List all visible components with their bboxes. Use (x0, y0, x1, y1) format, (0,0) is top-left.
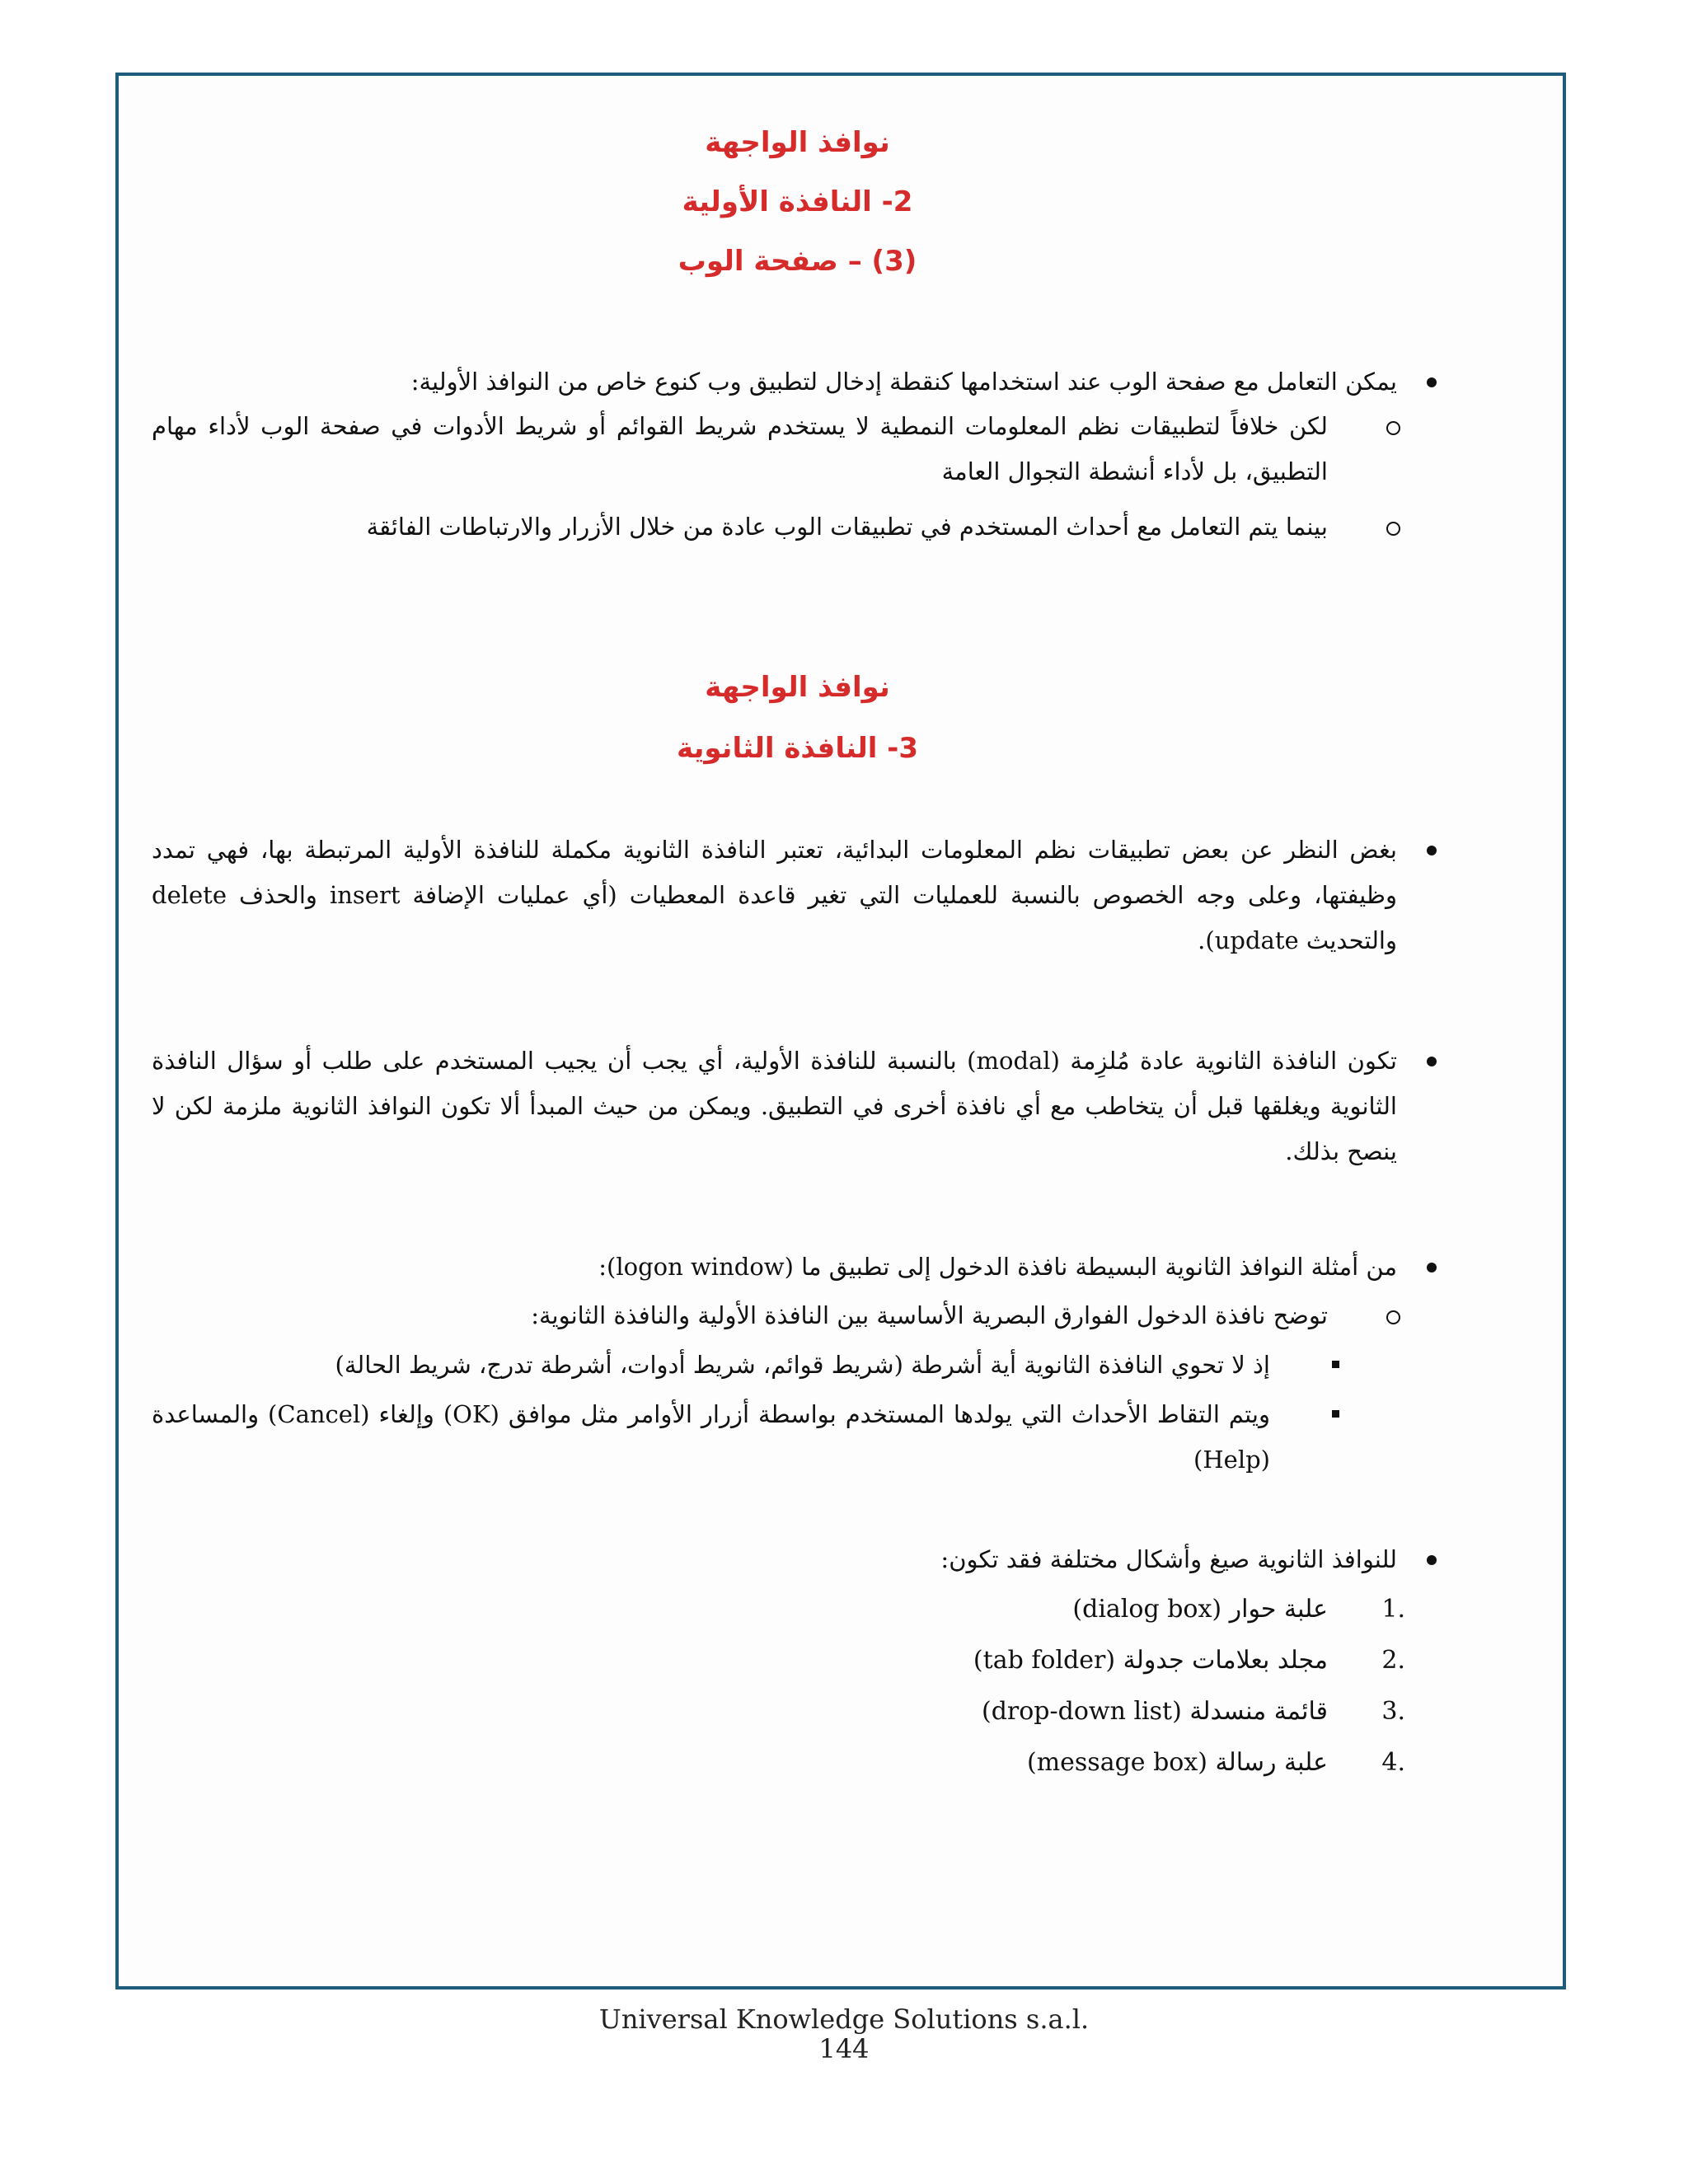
sub-item (152, 504, 1443, 550)
item-number: 3. (1381, 1697, 1405, 1726)
circle-bullet-icon (1386, 421, 1400, 435)
bullet-text: للنوافذ الثانوية صيغ وأشكال مختلفة فقد تكون: (940, 1545, 1397, 1573)
bullet-icon (1427, 1057, 1437, 1066)
bullet-item (152, 359, 1443, 405)
square-bullet-icon (1332, 1361, 1339, 1368)
circle-bullet-icon (1386, 1310, 1400, 1324)
bullet-icon (1427, 377, 1437, 387)
footer-company: Universal Knowledge Solutions s.a.l. (598, 2004, 1090, 2035)
bullet-icon (1427, 1263, 1437, 1272)
numbered-item (152, 1737, 1443, 1788)
sub-item (152, 404, 1443, 494)
heading-line: نوافذ الواجهة (705, 671, 890, 704)
item-number: 4. (1381, 1748, 1405, 1777)
sub-item-text: بينما يتم التعامل مع أحداث المستخدم في تطبيقات الوب عادة من خلال الأزرار والارتباطات الفائقة (366, 513, 1328, 541)
bullet-icon (1427, 1555, 1437, 1565)
heading-line: نوافذ الواجهة (705, 126, 890, 159)
heading-line: 3- النافذة الثانوية (676, 732, 919, 765)
bullet-item (152, 1537, 1443, 1582)
numbered-list (152, 1584, 1443, 1788)
numbered-item (152, 1635, 1443, 1686)
heading-line: 2- النافذة الأولية (682, 185, 913, 218)
bullet-text: تكون النافذة الثانوية عادة مُلزِمة (modal) بالنسبة للنافذة الأولية، أي يجب أن يجيب المستخدم على طلب أو سؤال النافذة الثانوية ويغلقها قبل أن يتخاطب مع أي نافذة أخرى في التطبيق. ويمكن من حيث المبدأ ألا تكون النوافذ الثانوية ملزمة لكن لا ينصح بذلك. (152, 1047, 1397, 1165)
bullet-text: بغض النظر عن بعض تطبيقات نظم المعلومات البدائية، تعتبر النافذة الثانوية مكملة للنافذة الأولية المرتبطة بها، فهي تمدد وظيفتها، وعلى وجه الخصوص بالنسبة للعمليات التي تغير قاعدة المعطيات (أي عمليات الإضافة insert والحذف delete والتحديث update). (152, 836, 1397, 954)
page-number: 144 (818, 2033, 870, 2064)
section2-heading (152, 671, 1443, 765)
numbered-item (152, 1686, 1443, 1737)
page-frame (115, 73, 1566, 1990)
circle-bullet-icon (1386, 522, 1400, 536)
sub-item-text: توضح نافذة الدخول الفوارق البصرية الأساسية بين النافذة الأولية والنافذة الثانوية: (531, 1301, 1328, 1329)
bullet-text: من أمثلة النوافذ الثانوية البسيطة نافذة الدخول إلى تطبيق ما (logon window): (598, 1253, 1397, 1281)
item-number: 1. (1381, 1595, 1405, 1624)
square-bullet-icon (1332, 1410, 1339, 1418)
bullet-item (152, 1244, 1443, 1290)
square-item-text: إذ لا تحوي النافذة الثانوية أية أشرطة (شريط قوائم، شريط أدوات، أشرطة تدرج، شريط الحالة) (335, 1351, 1270, 1379)
square-item-text: ويتم التقاط الأحداث التي يولدها المستخدم بواسطة أزرار الأوامر مثل موافق (OK) وإلغاء (Cancel) والمساعدة (Help) (152, 1400, 1270, 1474)
item-text: علبة رسالة (message box) (1026, 1748, 1328, 1777)
square-item (152, 1343, 1443, 1388)
sub-item (152, 1293, 1443, 1338)
item-text: قائمة منسدلة (drop-down list) (981, 1697, 1328, 1726)
bullet-icon (1427, 846, 1437, 855)
item-text: مجلد بعلامات جدولة (tab folder) (973, 1646, 1328, 1675)
item-text: علبة حوار (dialog box) (1072, 1595, 1328, 1624)
page-footer (0, 2004, 1688, 2064)
heading-line: (3) – صفحة الوب (678, 245, 917, 278)
sub-item-text: لكن خلافاً لتطبيقات نظم المعلومات النمطية لا يستخدم شريط القوائم أو شريط الأدوات في صفحة الوب لأداء مهام التطبيق، بل لأداء أنشطة التجوال العامة (152, 412, 1328, 485)
numbered-item (152, 1584, 1443, 1635)
section1-heading (152, 126, 1443, 278)
bullet-text: يمكن التعامل مع صفحة الوب عند استخدامها كنقطة إدخال لتطبيق وب كنوع خاص من النوافذ الأولية: (410, 368, 1397, 396)
square-item (152, 1392, 1443, 1483)
item-number: 2. (1381, 1646, 1405, 1675)
bullet-item (152, 827, 1443, 963)
bullet-item (152, 1038, 1443, 1174)
